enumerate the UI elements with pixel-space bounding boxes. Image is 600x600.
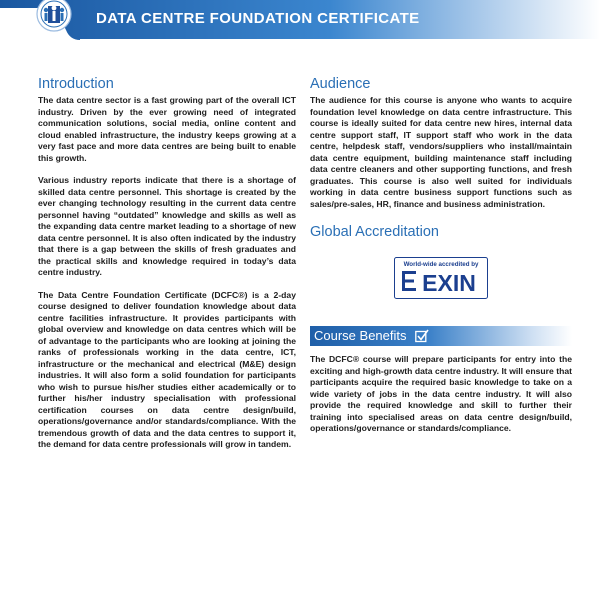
left-column <box>38 76 296 451</box>
benefits-heading: Course Benefits <box>314 328 407 343</box>
introduction-paragraph-2: Various industry reports indicate that there is a shortage of skilled data centre personnel. This shortage is created by the ever changing technology resulting in the current data centre personnel having “outdated” knowledge and skills as well as the expanding data centre market leading to a shortage of new data centre personnel. It is also often indicated by the industry that there is a gap between the skills of fresh graduates and the practical skills and knowledge required in today’s data centre industry. <box>38 175 296 277</box>
badge-caption: World-wide accredited by <box>403 261 479 268</box>
benefits-heading-bar <box>310 326 572 346</box>
exin-logo <box>394 257 488 299</box>
audience-heading: Audience <box>310 76 371 92</box>
accreditation-heading: Global Accreditation <box>310 224 439 240</box>
audience-paragraph: The audience for this course is anyone who wants to acquire foundation level knowledge on data centre infrastructure. This course is ideally suited for data centre new hires, internal data centre support staff, IT support staff who work in the data centre, helpdesk staff, vendors/suppliers who install/maintain data centre equipment, building maintenance staff including data centre cleaners and other supporting functions, and fresh graduates. This course is also well suited for individuals working in data centre business support functions such as sales/pre-sales, HR, finance and business administration. <box>310 95 572 209</box>
people-globe-icon <box>32 0 76 36</box>
introduction-paragraph-3: The Data Centre Foundation Certificate (DCFC®) is a 2-day course designed to deliver foundation knowledge about data centre facilities infrastructure. It provides participants with global overview and knowledge on data centres which will be of advantage to the participants who are looking at joining the ranks of professionals working in the data centre, ICT, infrastructure or the mechanical and electrical (M&E) design industries. It will also form a solid foundation for participants who wish to pursue his/her studies either academically or to further his/her industry specialisation with professional certification courses on data centre design/build, operations/governance and/or standards/compliance. With the tremendous growth of data and the data centres to support it, the demand for data centre professionals will grow in tandem. <box>38 289 296 449</box>
benefits-paragraph: The DCFC® course will prepare participants for entry into the exciting and high-growth data centre industry. It will ensure that participants acquire the required basic knowledge to take on a wide variety of jobs in the data centre industry. It will also provide the required knowledge and skill to further their training into specialised areas on data centre design/build, operations/governance or standards/compliance. <box>310 354 572 433</box>
exin-badge <box>394 257 572 304</box>
right-column <box>310 76 572 435</box>
introduction-heading: Introduction <box>38 76 114 92</box>
checkbox-icon <box>415 329 429 343</box>
introduction-paragraph-1: The data centre sector is a fast growing part of the overall ICT industry. Driven by the ever growing need of integrated communication solutions, social media, online content and cloud enabled infrastructure, the industry keeps growing at a very fast pace and more data centres are being built to enable this growth. <box>38 95 296 163</box>
header-banner <box>0 0 600 40</box>
document-title: DATA CENTRE FOUNDATION CERTIFICATE <box>96 10 420 27</box>
badge-brand: EXIN <box>422 270 476 296</box>
